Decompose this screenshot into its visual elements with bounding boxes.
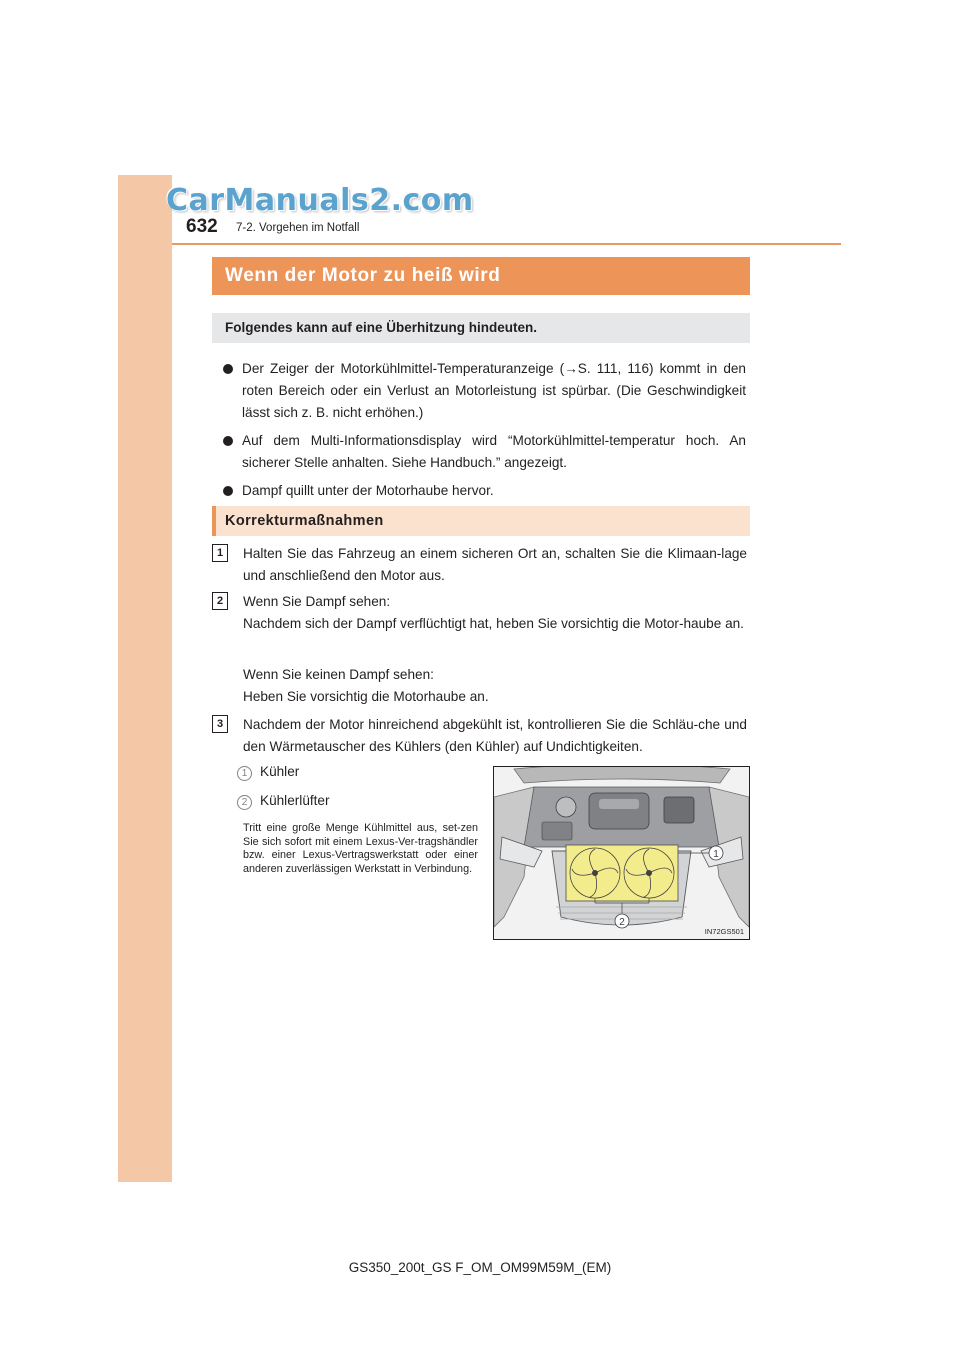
- step-3-text: Nachdem der Motor hinreichend abgekühlt ist, kontrollieren Sie die Schläu-che und den Wärmetauscher des Kühlers (den Kühler) auf Undichtigkeiten.: [243, 717, 747, 754]
- list-item: Auf dem Multi-Informationsdisplay wird “Motorkühlmittel-temperatur hoch. An sicherer Stelle anhalten. Siehe Handbuch.” angezeigt.: [222, 430, 746, 474]
- subheading: Korrekturmaßnahmen: [212, 506, 750, 536]
- bullet-icon: [223, 486, 233, 496]
- warning-note: Tritt eine große Menge Kühlmittel aus, set-zen Sie sich sofort mit einem Lexus-Ver-tragshändler bzw. einer Lexus-Vertragswerkstatt oder einer anderen zuverlässigen Werkstatt in Verbindung.: [243, 822, 478, 875]
- step-number-3: 3: [212, 715, 228, 733]
- figure-callout-2: 2: [619, 917, 625, 928]
- watermark: CarManuals2.com: [166, 183, 474, 218]
- page-title: Wenn der Motor zu heiß wird: [212, 257, 750, 295]
- subheading-accent: [212, 506, 216, 536]
- engine-bay-figure: [493, 766, 750, 940]
- symptom-list: [222, 358, 746, 508]
- legend-number-1: 1: [237, 766, 252, 781]
- step-number-2: 2: [212, 592, 228, 610]
- step-number-1: 1: [212, 544, 228, 562]
- legend-label-2: Kühlerlüfter: [260, 793, 330, 808]
- side-band: [118, 175, 172, 1182]
- section-path: 7-2. Vorgehen im Notfall: [236, 222, 360, 234]
- bullet-icon: [223, 436, 233, 446]
- step-2-line-3: Wenn Sie keinen Dampf sehen:: [243, 667, 434, 682]
- step-2-line-2: Nachdem sich der Dampf verflüchtigt hat, heben Sie vorsichtig die Motor-haube an.: [243, 616, 744, 631]
- legend-label-1: Kühler: [260, 764, 300, 779]
- bullet-icon: [223, 364, 233, 374]
- figure-callout-1: 1: [713, 849, 719, 860]
- step-2-line-4: Heben Sie vorsichtig die Motorhaube an.: [243, 689, 489, 704]
- figure-code: IN72GS501: [704, 927, 744, 936]
- step-2-line-1: Wenn Sie Dampf sehen:: [243, 594, 391, 609]
- engine-bay-illustration: [494, 767, 749, 939]
- legend-number-2: 2: [237, 795, 252, 810]
- intro-bar: Folgendes kann auf eine Überhitzung hindeuten.: [212, 313, 750, 343]
- header-rule: [172, 243, 841, 245]
- step-1-text: Halten Sie das Fahrzeug an einem sicheren Ort an, schalten Sie die Klimaan-lage und anschließend den Motor aus.: [243, 546, 747, 583]
- page-number: 632: [186, 216, 218, 237]
- footer: GS350_200t_GS F_OM_OM99M59M_(EM): [348, 1260, 612, 1275]
- list-item: Dampf quillt unter der Motorhaube hervor.: [222, 480, 746, 502]
- list-item: Der Zeiger der Motorkühlmittel-Temperaturanzeige (→S. 111, 116) kommt in den roten Bereich oder ein Verlust an Motorleistung ist spürbar. (Die Geschwindigkeit lässt sich z. B. nicht erhöhen.): [222, 358, 746, 424]
